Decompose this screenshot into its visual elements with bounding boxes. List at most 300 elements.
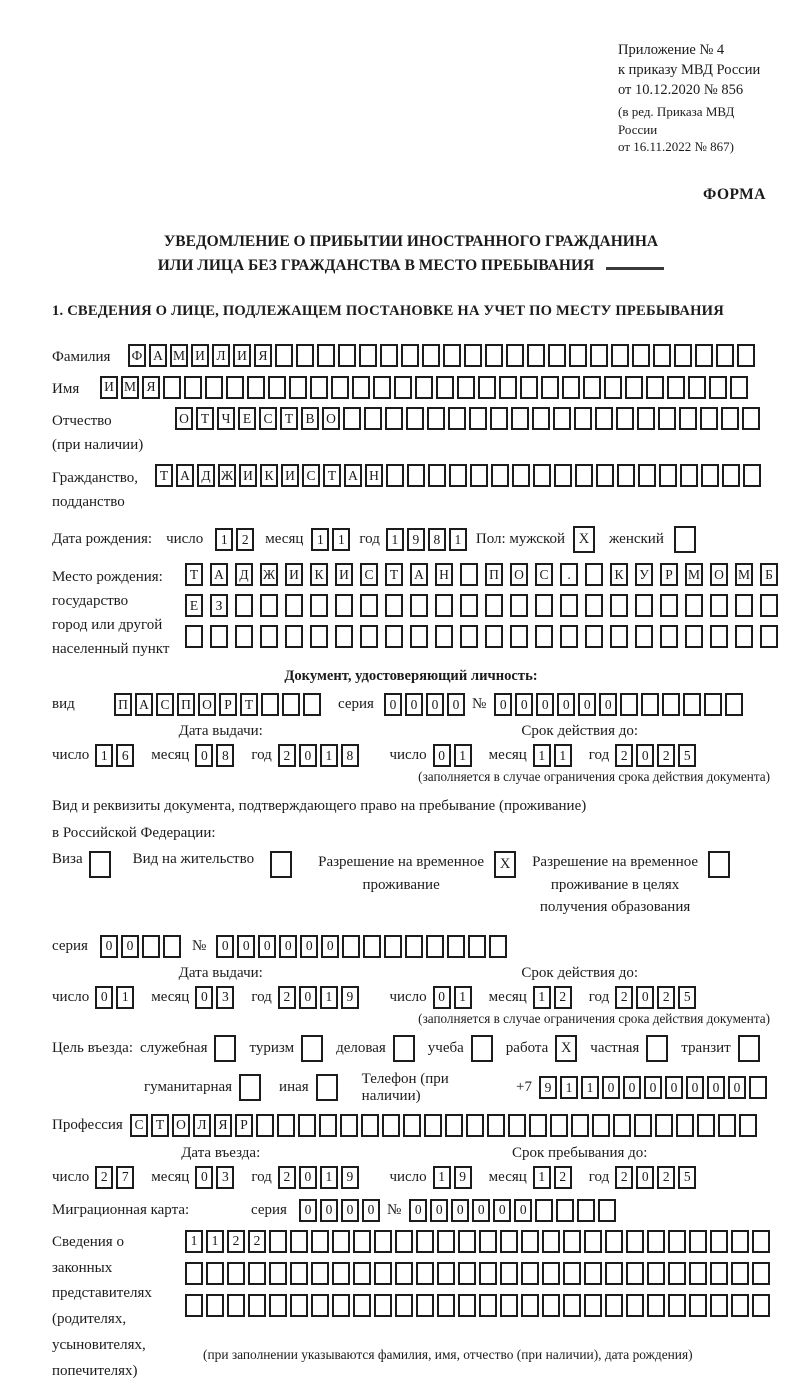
char-cell[interactable] bbox=[584, 1294, 602, 1317]
char-cell[interactable] bbox=[646, 376, 664, 399]
char-cell[interactable] bbox=[359, 344, 377, 367]
char-cell[interactable]: 1 bbox=[454, 744, 472, 767]
char-cell[interactable]: 8 bbox=[428, 528, 446, 551]
char-cell[interactable]: Д bbox=[235, 563, 253, 586]
char-cell[interactable] bbox=[584, 1230, 602, 1253]
char-cell[interactable]: 2 bbox=[278, 1166, 296, 1189]
char-cell[interactable]: 1 bbox=[581, 1076, 599, 1099]
char-cell[interactable] bbox=[752, 1262, 770, 1285]
char-cell[interactable]: 2 bbox=[657, 744, 675, 767]
char-cell[interactable]: 3 bbox=[216, 1166, 234, 1189]
char-cell[interactable]: 0 bbox=[341, 1199, 359, 1222]
char-cell[interactable] bbox=[585, 625, 603, 648]
char-cell[interactable]: 2 bbox=[657, 986, 675, 1009]
char-cell[interactable]: И bbox=[239, 464, 257, 487]
char-cell[interactable] bbox=[464, 344, 482, 367]
char-cell[interactable] bbox=[269, 1262, 287, 1285]
char-cell[interactable]: 1 bbox=[95, 744, 113, 767]
char-cell[interactable]: 0 bbox=[320, 1199, 338, 1222]
char-cell[interactable] bbox=[701, 464, 719, 487]
char-cell[interactable]: Т bbox=[240, 693, 258, 716]
char-cell[interactable]: А bbox=[149, 344, 167, 367]
char-cell[interactable] bbox=[506, 344, 524, 367]
char-cell[interactable] bbox=[613, 1114, 631, 1137]
char-cell[interactable] bbox=[448, 407, 466, 430]
char-cell[interactable] bbox=[542, 1294, 560, 1317]
char-cell[interactable] bbox=[700, 407, 718, 430]
char-cell[interactable]: А bbox=[344, 464, 362, 487]
char-cell[interactable] bbox=[163, 935, 181, 958]
char-cell[interactable] bbox=[592, 1114, 610, 1137]
char-cell[interactable] bbox=[638, 464, 656, 487]
char-cell[interactable]: И bbox=[191, 344, 209, 367]
char-cell[interactable]: К bbox=[310, 563, 328, 586]
char-cell[interactable]: Д bbox=[197, 464, 215, 487]
char-cell[interactable] bbox=[268, 376, 286, 399]
char-cell[interactable]: 0 bbox=[451, 1199, 469, 1222]
purpose-work-checkbox[interactable]: X bbox=[555, 1035, 577, 1062]
char-cell[interactable] bbox=[563, 1230, 581, 1253]
char-cell[interactable]: 1 bbox=[433, 1166, 451, 1189]
char-cell[interactable]: И bbox=[285, 563, 303, 586]
char-cell[interactable] bbox=[385, 407, 403, 430]
char-cell[interactable]: 0 bbox=[623, 1076, 641, 1099]
char-cell[interactable]: К bbox=[260, 464, 278, 487]
char-cell[interactable]: 2 bbox=[615, 744, 633, 767]
char-cell[interactable] bbox=[206, 1262, 224, 1285]
char-cell[interactable] bbox=[490, 407, 508, 430]
char-cell[interactable]: 0 bbox=[557, 693, 575, 716]
char-cell[interactable]: И bbox=[233, 344, 251, 367]
char-cell[interactable] bbox=[676, 1114, 694, 1137]
char-cell[interactable] bbox=[416, 1262, 434, 1285]
char-cell[interactable] bbox=[363, 935, 381, 958]
char-cell[interactable] bbox=[332, 1262, 350, 1285]
char-cell[interactable]: А bbox=[410, 563, 428, 586]
char-cell[interactable] bbox=[674, 344, 692, 367]
char-cell[interactable] bbox=[680, 464, 698, 487]
char-cell[interactable]: 0 bbox=[299, 1166, 317, 1189]
char-cell[interactable]: А bbox=[135, 693, 153, 716]
char-cell[interactable]: 1 bbox=[533, 1166, 551, 1189]
char-cell[interactable] bbox=[709, 376, 727, 399]
char-cell[interactable] bbox=[332, 1230, 350, 1253]
char-cell[interactable]: 1 bbox=[215, 528, 233, 551]
char-cell[interactable] bbox=[460, 563, 478, 586]
female-checkbox[interactable] bbox=[674, 526, 696, 553]
char-cell[interactable]: 2 bbox=[248, 1230, 266, 1253]
char-cell[interactable] bbox=[395, 1262, 413, 1285]
char-cell[interactable]: 2 bbox=[657, 1166, 675, 1189]
char-cell[interactable] bbox=[620, 693, 638, 716]
char-cell[interactable] bbox=[605, 1294, 623, 1317]
char-cell[interactable] bbox=[735, 594, 753, 617]
char-cell[interactable] bbox=[626, 1294, 644, 1317]
char-cell[interactable] bbox=[406, 407, 424, 430]
char-cell[interactable]: С bbox=[535, 563, 553, 586]
char-cell[interactable] bbox=[319, 1114, 337, 1137]
char-cell[interactable]: П bbox=[485, 563, 503, 586]
char-cell[interactable] bbox=[535, 594, 553, 617]
char-cell[interactable]: 9 bbox=[407, 528, 425, 551]
char-cell[interactable] bbox=[248, 1294, 266, 1317]
char-cell[interactable]: 1 bbox=[206, 1230, 224, 1253]
char-cell[interactable] bbox=[647, 1262, 665, 1285]
char-cell[interactable] bbox=[275, 344, 293, 367]
char-cell[interactable]: 0 bbox=[237, 935, 255, 958]
char-cell[interactable] bbox=[500, 1262, 518, 1285]
char-cell[interactable] bbox=[335, 594, 353, 617]
char-cell[interactable]: 5 bbox=[678, 986, 696, 1009]
visa-checkbox[interactable] bbox=[89, 851, 111, 878]
char-cell[interactable] bbox=[468, 935, 486, 958]
char-cell[interactable] bbox=[416, 1230, 434, 1253]
char-cell[interactable] bbox=[739, 1114, 757, 1137]
char-cell[interactable] bbox=[394, 376, 412, 399]
char-cell[interactable] bbox=[185, 1294, 203, 1317]
char-cell[interactable]: У bbox=[635, 563, 653, 586]
char-cell[interactable]: Ж bbox=[260, 563, 278, 586]
char-cell[interactable] bbox=[235, 594, 253, 617]
char-cell[interactable]: 0 bbox=[707, 1076, 725, 1099]
char-cell[interactable]: О bbox=[172, 1114, 190, 1137]
char-cell[interactable] bbox=[437, 1262, 455, 1285]
char-cell[interactable] bbox=[184, 376, 202, 399]
char-cell[interactable] bbox=[563, 1294, 581, 1317]
char-cell[interactable]: О bbox=[510, 563, 528, 586]
char-cell[interactable]: 0 bbox=[636, 1166, 654, 1189]
char-cell[interactable] bbox=[424, 1114, 442, 1137]
char-cell[interactable]: 0 bbox=[362, 1199, 380, 1222]
char-cell[interactable]: О bbox=[198, 693, 216, 716]
char-cell[interactable] bbox=[479, 1230, 497, 1253]
temp-permit-checkbox[interactable]: X bbox=[494, 851, 516, 878]
char-cell[interactable] bbox=[407, 464, 425, 487]
char-cell[interactable] bbox=[360, 594, 378, 617]
char-cell[interactable] bbox=[382, 1114, 400, 1137]
char-cell[interactable]: 0 bbox=[599, 693, 617, 716]
char-cell[interactable] bbox=[605, 1230, 623, 1253]
char-cell[interactable] bbox=[710, 1230, 728, 1253]
char-cell[interactable] bbox=[749, 1076, 767, 1099]
char-cell[interactable] bbox=[485, 625, 503, 648]
char-cell[interactable]: 0 bbox=[409, 1199, 427, 1222]
char-cell[interactable] bbox=[260, 625, 278, 648]
char-cell[interactable] bbox=[704, 693, 722, 716]
char-cell[interactable]: Р bbox=[660, 563, 678, 586]
char-cell[interactable] bbox=[659, 464, 677, 487]
char-cell[interactable] bbox=[260, 594, 278, 617]
char-cell[interactable] bbox=[685, 625, 703, 648]
char-cell[interactable] bbox=[637, 407, 655, 430]
char-cell[interactable] bbox=[210, 625, 228, 648]
char-cell[interactable] bbox=[374, 1230, 392, 1253]
char-cell[interactable] bbox=[479, 1262, 497, 1285]
char-cell[interactable]: 0 bbox=[195, 744, 213, 767]
char-cell[interactable]: 0 bbox=[602, 1076, 620, 1099]
char-cell[interactable] bbox=[742, 407, 760, 430]
char-cell[interactable]: 0 bbox=[299, 986, 317, 1009]
char-cell[interactable]: Е bbox=[238, 407, 256, 430]
char-cell[interactable] bbox=[380, 344, 398, 367]
char-cell[interactable]: О bbox=[175, 407, 193, 430]
char-cell[interactable]: 1 bbox=[116, 986, 134, 1009]
char-cell[interactable] bbox=[737, 344, 755, 367]
char-cell[interactable]: 1 bbox=[554, 744, 572, 767]
char-cell[interactable]: 0 bbox=[493, 1199, 511, 1222]
char-cell[interactable]: Р bbox=[219, 693, 237, 716]
char-cell[interactable] bbox=[458, 1230, 476, 1253]
char-cell[interactable]: 0 bbox=[321, 935, 339, 958]
char-cell[interactable] bbox=[142, 935, 160, 958]
char-cell[interactable]: . bbox=[560, 563, 578, 586]
char-cell[interactable]: 6 bbox=[116, 744, 134, 767]
char-cell[interactable]: 2 bbox=[236, 528, 254, 551]
char-cell[interactable]: 0 bbox=[686, 1076, 704, 1099]
char-cell[interactable] bbox=[743, 464, 761, 487]
char-cell[interactable]: 0 bbox=[636, 744, 654, 767]
char-cell[interactable] bbox=[625, 376, 643, 399]
char-cell[interactable] bbox=[533, 464, 551, 487]
char-cell[interactable] bbox=[499, 376, 517, 399]
char-cell[interactable]: 0 bbox=[384, 693, 402, 716]
purpose-tourism-checkbox[interactable] bbox=[301, 1035, 323, 1062]
char-cell[interactable] bbox=[725, 693, 743, 716]
char-cell[interactable]: Е bbox=[185, 594, 203, 617]
char-cell[interactable]: 2 bbox=[615, 1166, 633, 1189]
char-cell[interactable] bbox=[485, 594, 503, 617]
char-cell[interactable]: 1 bbox=[311, 528, 329, 551]
char-cell[interactable] bbox=[500, 1230, 518, 1253]
char-cell[interactable] bbox=[688, 376, 706, 399]
char-cell[interactable]: 1 bbox=[449, 528, 467, 551]
char-cell[interactable] bbox=[510, 625, 528, 648]
char-cell[interactable] bbox=[485, 344, 503, 367]
char-cell[interactable] bbox=[556, 1199, 574, 1222]
char-cell[interactable] bbox=[730, 376, 748, 399]
char-cell[interactable] bbox=[560, 594, 578, 617]
char-cell[interactable] bbox=[491, 464, 509, 487]
char-cell[interactable] bbox=[527, 344, 545, 367]
char-cell[interactable]: 1 bbox=[533, 986, 551, 1009]
char-cell[interactable] bbox=[422, 344, 440, 367]
char-cell[interactable] bbox=[290, 1230, 308, 1253]
char-cell[interactable]: Т bbox=[385, 563, 403, 586]
char-cell[interactable]: 0 bbox=[728, 1076, 746, 1099]
char-cell[interactable]: 0 bbox=[433, 744, 451, 767]
char-cell[interactable] bbox=[426, 935, 444, 958]
char-cell[interactable] bbox=[458, 1262, 476, 1285]
char-cell[interactable] bbox=[235, 625, 253, 648]
char-cell[interactable]: 1 bbox=[320, 986, 338, 1009]
char-cell[interactable] bbox=[248, 1262, 266, 1285]
char-cell[interactable] bbox=[532, 407, 550, 430]
char-cell[interactable]: О bbox=[710, 563, 728, 586]
char-cell[interactable]: Т bbox=[185, 563, 203, 586]
char-cell[interactable] bbox=[343, 407, 361, 430]
char-cell[interactable] bbox=[410, 594, 428, 617]
char-cell[interactable] bbox=[449, 464, 467, 487]
char-cell[interactable] bbox=[310, 376, 328, 399]
char-cell[interactable]: П bbox=[177, 693, 195, 716]
char-cell[interactable] bbox=[466, 1114, 484, 1137]
char-cell[interactable] bbox=[269, 1294, 287, 1317]
char-cell[interactable]: 0 bbox=[578, 693, 596, 716]
char-cell[interactable]: 0 bbox=[636, 986, 654, 1009]
char-cell[interactable] bbox=[289, 376, 307, 399]
char-cell[interactable] bbox=[610, 625, 628, 648]
char-cell[interactable]: 1 bbox=[533, 744, 551, 767]
char-cell[interactable] bbox=[716, 344, 734, 367]
char-cell[interactable]: 0 bbox=[95, 986, 113, 1009]
char-cell[interactable] bbox=[385, 594, 403, 617]
char-cell[interactable] bbox=[697, 1114, 715, 1137]
char-cell[interactable] bbox=[353, 1230, 371, 1253]
char-cell[interactable] bbox=[373, 376, 391, 399]
char-cell[interactable] bbox=[227, 1294, 245, 1317]
purpose-transit-checkbox[interactable] bbox=[738, 1035, 760, 1062]
char-cell[interactable]: 1 bbox=[332, 528, 350, 551]
char-cell[interactable] bbox=[641, 693, 659, 716]
char-cell[interactable] bbox=[611, 344, 629, 367]
char-cell[interactable] bbox=[401, 344, 419, 367]
char-cell[interactable] bbox=[331, 376, 349, 399]
char-cell[interactable] bbox=[571, 1114, 589, 1137]
char-cell[interactable]: 2 bbox=[554, 1166, 572, 1189]
char-cell[interactable]: Н bbox=[435, 563, 453, 586]
char-cell[interactable]: 5 bbox=[678, 1166, 696, 1189]
char-cell[interactable]: 2 bbox=[227, 1230, 245, 1253]
char-cell[interactable] bbox=[310, 625, 328, 648]
char-cell[interactable]: 9 bbox=[454, 1166, 472, 1189]
char-cell[interactable] bbox=[541, 376, 559, 399]
char-cell[interactable] bbox=[205, 376, 223, 399]
char-cell[interactable] bbox=[689, 1294, 707, 1317]
char-cell[interactable] bbox=[479, 1294, 497, 1317]
purpose-private-checkbox[interactable] bbox=[646, 1035, 668, 1062]
char-cell[interactable] bbox=[469, 407, 487, 430]
char-cell[interactable] bbox=[632, 344, 650, 367]
char-cell[interactable] bbox=[635, 594, 653, 617]
char-cell[interactable] bbox=[668, 1230, 686, 1253]
char-cell[interactable] bbox=[626, 1262, 644, 1285]
char-cell[interactable] bbox=[163, 376, 181, 399]
char-cell[interactable] bbox=[710, 594, 728, 617]
char-cell[interactable] bbox=[447, 935, 465, 958]
char-cell[interactable] bbox=[653, 344, 671, 367]
char-cell[interactable] bbox=[443, 344, 461, 367]
char-cell[interactable] bbox=[660, 625, 678, 648]
char-cell[interactable] bbox=[695, 344, 713, 367]
char-cell[interactable] bbox=[405, 935, 423, 958]
char-cell[interactable] bbox=[374, 1262, 392, 1285]
char-cell[interactable] bbox=[563, 1262, 581, 1285]
char-cell[interactable] bbox=[667, 376, 685, 399]
char-cell[interactable] bbox=[185, 1262, 203, 1285]
char-cell[interactable]: И bbox=[100, 376, 118, 399]
char-cell[interactable] bbox=[660, 594, 678, 617]
char-cell[interactable] bbox=[374, 1294, 392, 1317]
char-cell[interactable] bbox=[285, 594, 303, 617]
char-cell[interactable]: И bbox=[335, 563, 353, 586]
purpose-official-checkbox[interactable] bbox=[214, 1035, 236, 1062]
char-cell[interactable]: О bbox=[322, 407, 340, 430]
char-cell[interactable] bbox=[752, 1294, 770, 1317]
char-cell[interactable] bbox=[277, 1114, 295, 1137]
char-cell[interactable] bbox=[647, 1230, 665, 1253]
char-cell[interactable] bbox=[616, 407, 634, 430]
char-cell[interactable]: 0 bbox=[665, 1076, 683, 1099]
char-cell[interactable] bbox=[500, 1294, 518, 1317]
char-cell[interactable] bbox=[269, 1230, 287, 1253]
char-cell[interactable] bbox=[282, 693, 300, 716]
char-cell[interactable] bbox=[553, 407, 571, 430]
char-cell[interactable] bbox=[511, 407, 529, 430]
char-cell[interactable]: С bbox=[360, 563, 378, 586]
char-cell[interactable] bbox=[575, 464, 593, 487]
char-cell[interactable] bbox=[634, 1114, 652, 1137]
char-cell[interactable] bbox=[338, 344, 356, 367]
char-cell[interactable]: Я bbox=[142, 376, 160, 399]
char-cell[interactable] bbox=[662, 693, 680, 716]
char-cell[interactable]: К bbox=[610, 563, 628, 586]
char-cell[interactable] bbox=[562, 376, 580, 399]
char-cell[interactable] bbox=[605, 1262, 623, 1285]
char-cell[interactable] bbox=[410, 625, 428, 648]
char-cell[interactable]: 8 bbox=[216, 744, 234, 767]
char-cell[interactable] bbox=[535, 1199, 553, 1222]
char-cell[interactable] bbox=[353, 1294, 371, 1317]
residence-permit-checkbox[interactable] bbox=[270, 851, 292, 878]
char-cell[interactable]: 0 bbox=[299, 744, 317, 767]
char-cell[interactable]: 2 bbox=[615, 986, 633, 1009]
char-cell[interactable] bbox=[585, 594, 603, 617]
char-cell[interactable] bbox=[290, 1294, 308, 1317]
char-cell[interactable] bbox=[247, 376, 265, 399]
char-cell[interactable] bbox=[317, 344, 335, 367]
char-cell[interactable]: Т bbox=[155, 464, 173, 487]
char-cell[interactable]: И bbox=[281, 464, 299, 487]
char-cell[interactable]: 9 bbox=[341, 1166, 359, 1189]
char-cell[interactable] bbox=[679, 407, 697, 430]
char-cell[interactable] bbox=[489, 935, 507, 958]
char-cell[interactable]: Л bbox=[212, 344, 230, 367]
char-cell[interactable] bbox=[595, 407, 613, 430]
char-cell[interactable]: 1 bbox=[386, 528, 404, 551]
char-cell[interactable] bbox=[395, 1294, 413, 1317]
purpose-humanitarian-checkbox[interactable] bbox=[239, 1074, 261, 1101]
char-cell[interactable]: Р bbox=[235, 1114, 253, 1137]
char-cell[interactable]: З bbox=[210, 594, 228, 617]
char-cell[interactable]: 8 bbox=[341, 744, 359, 767]
char-cell[interactable]: 0 bbox=[405, 693, 423, 716]
char-cell[interactable]: 2 bbox=[554, 986, 572, 1009]
char-cell[interactable] bbox=[521, 1262, 539, 1285]
char-cell[interactable] bbox=[554, 464, 572, 487]
char-cell[interactable] bbox=[760, 594, 778, 617]
char-cell[interactable]: 1 bbox=[454, 986, 472, 1009]
char-cell[interactable] bbox=[635, 625, 653, 648]
char-cell[interactable] bbox=[535, 625, 553, 648]
char-cell[interactable] bbox=[731, 1262, 749, 1285]
char-cell[interactable]: 1 bbox=[560, 1076, 578, 1099]
char-cell[interactable]: А bbox=[210, 563, 228, 586]
purpose-business-checkbox[interactable] bbox=[393, 1035, 415, 1062]
char-cell[interactable]: 0 bbox=[472, 1199, 490, 1222]
char-cell[interactable] bbox=[689, 1230, 707, 1253]
char-cell[interactable]: В bbox=[301, 407, 319, 430]
char-cell[interactable]: М bbox=[170, 344, 188, 367]
